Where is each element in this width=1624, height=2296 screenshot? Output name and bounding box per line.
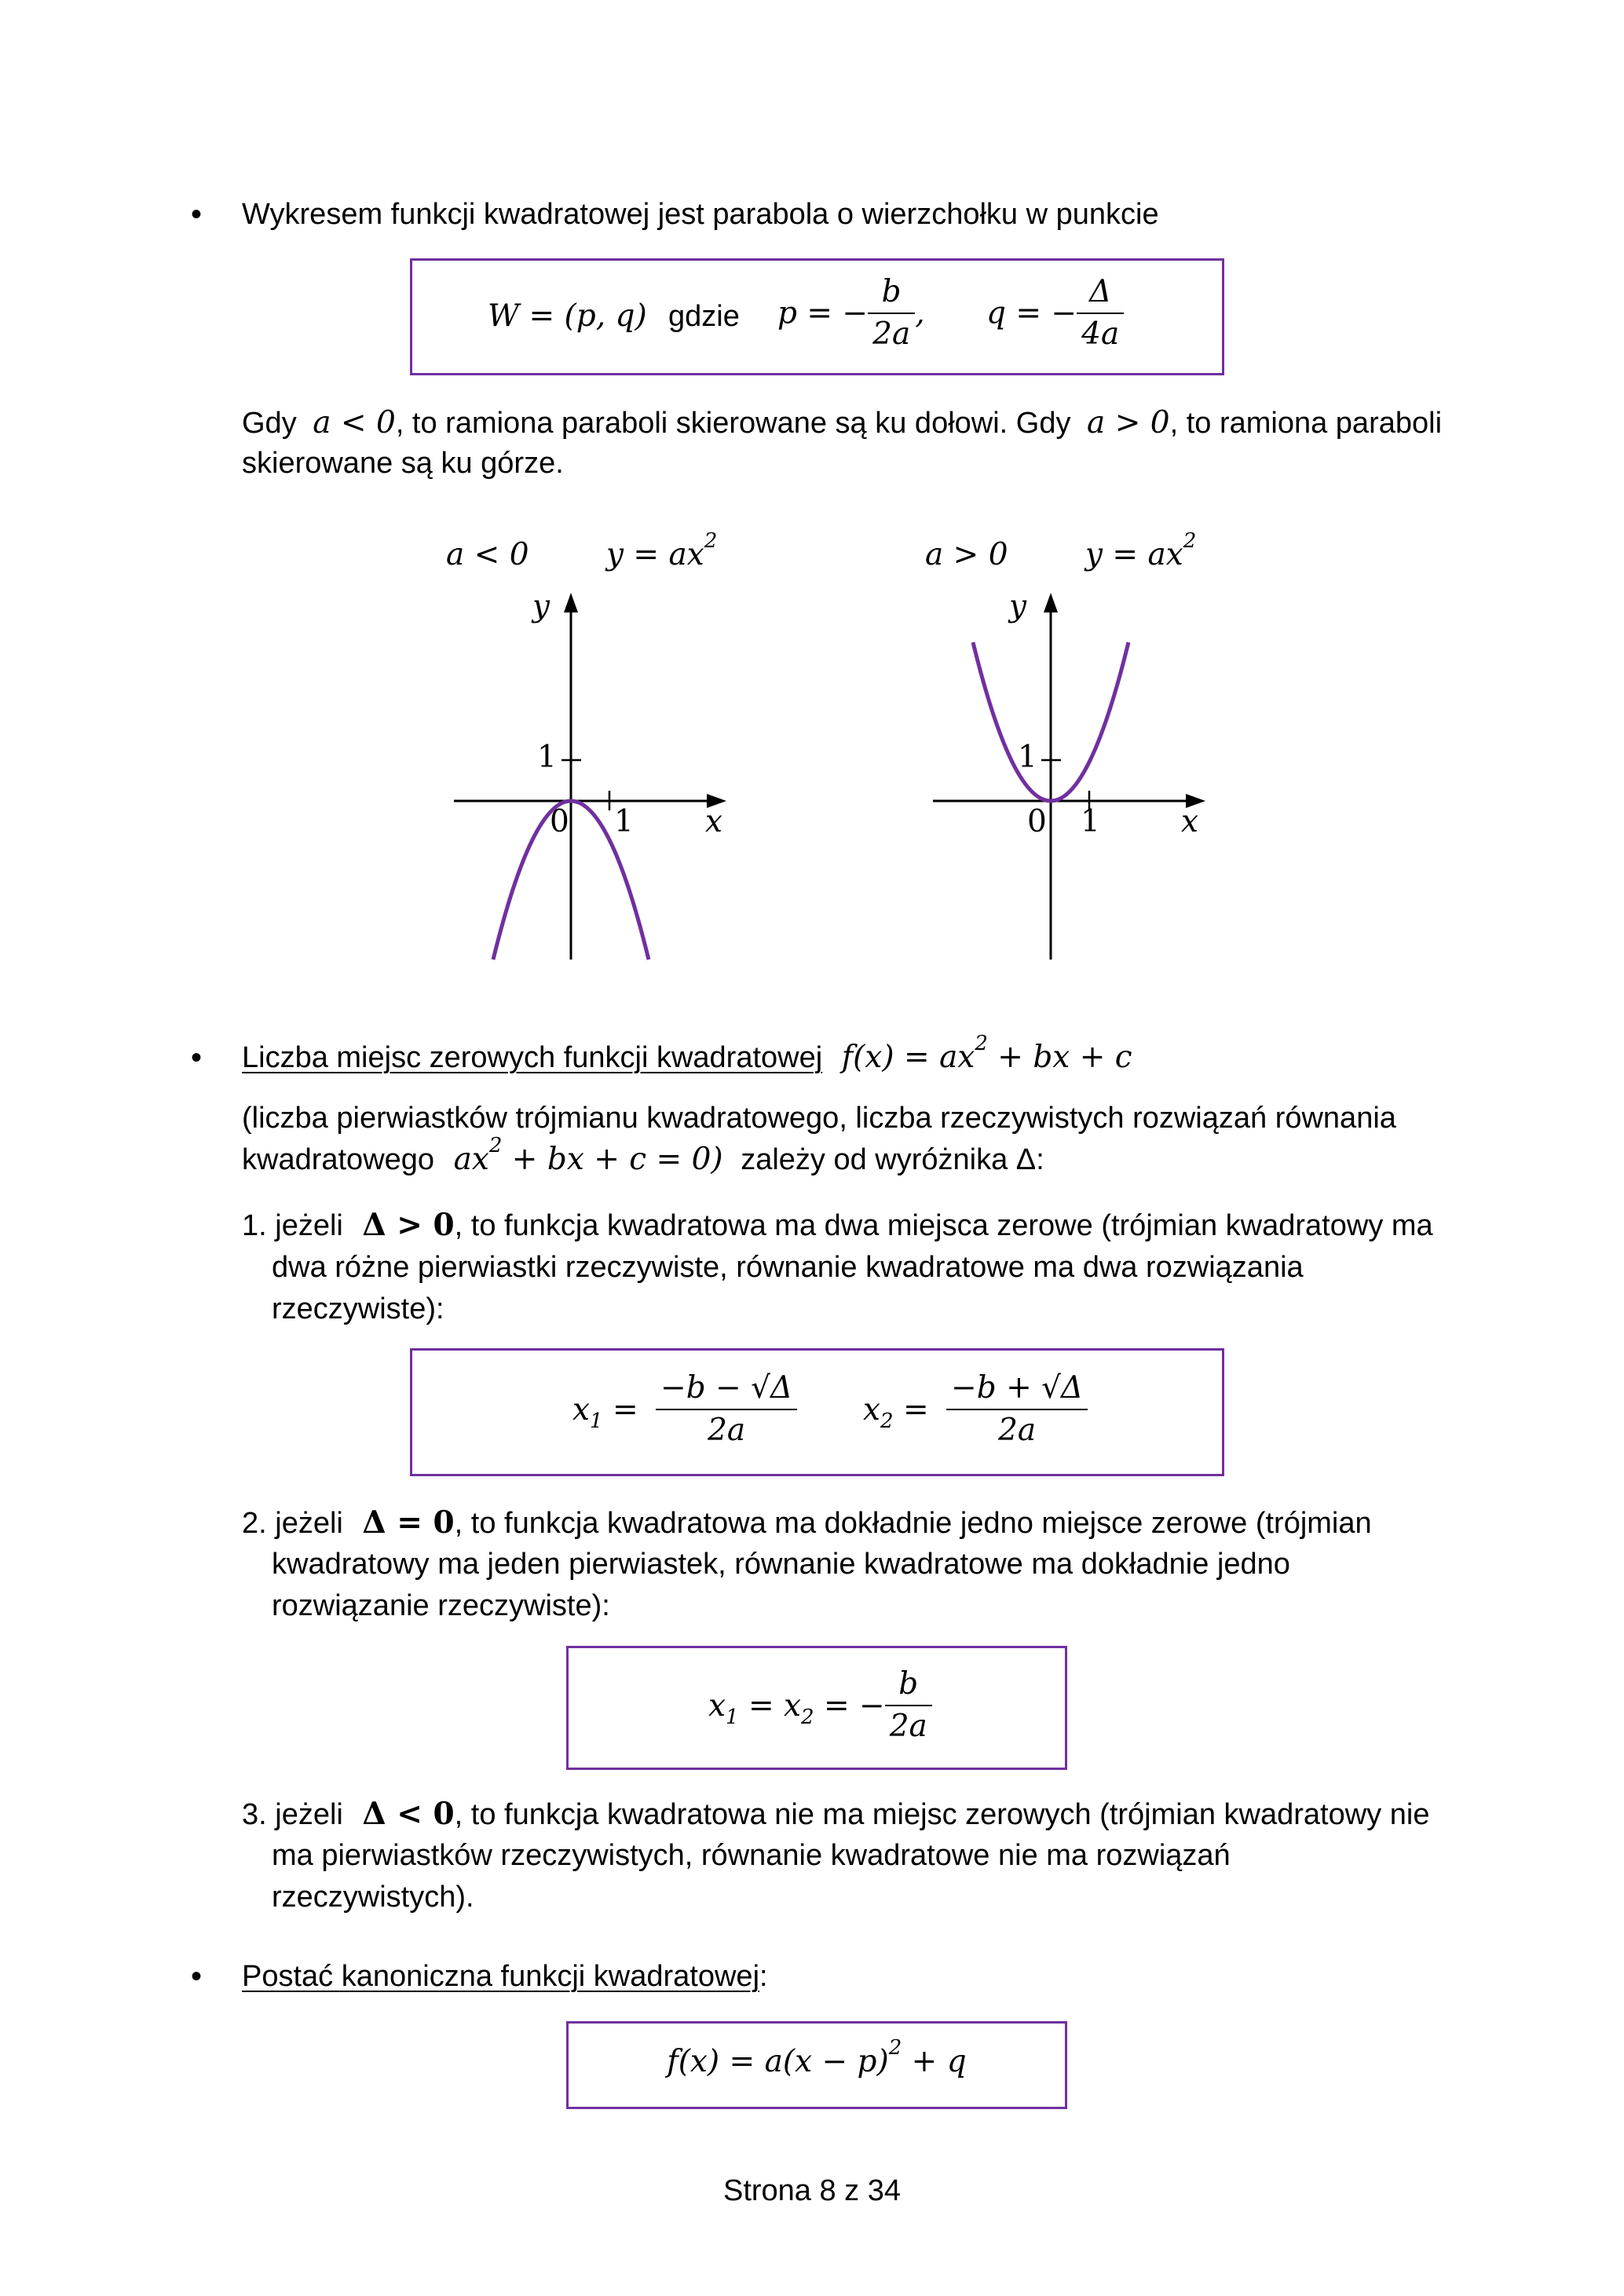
right-x-label: x	[1181, 804, 1198, 839]
left-one-y: 1	[537, 740, 557, 775]
quadratic-formula: $f(x) = ax^2$ + bx + c	[841, 1032, 1132, 1075]
one-root-formula-box	[566, 1646, 1067, 1770]
direction-paragraph-line2: skierowane są ku górze.	[242, 447, 564, 480]
left-zero: 0	[550, 804, 569, 839]
zeros-desc-line1: (liczba pierwiastków trójmianu kwadratowego, liczba rzeczywistych rozwiązań równania	[242, 1102, 1396, 1135]
x2-formula: $x_2$ = $\frac{-b + √\Delta}{2a}$	[863, 1368, 1088, 1451]
bullet-marker: •	[191, 1040, 203, 1075]
right-y-arrow	[1044, 593, 1058, 612]
case3-line1: 3. jeżeli Δ < 0, to funkcja kwadratowa nie ma miejsc zerowych (trójmian kwadratowy nie	[242, 1796, 1430, 1832]
case2-line1: 2. jeżeli Δ = 0, to funkcja kwadratowa ma dokładnie jedno miejsce zerowe (trójmian	[242, 1504, 1372, 1541]
case2-line2: kwadratowy ma jeden pierwiastek, równanie kwadratowe ma dokładnie jedno	[272, 1548, 1290, 1581]
case2-line3: rozwiązanie rzeczywiste):	[272, 1589, 610, 1622]
canonical-formula-box	[566, 2021, 1067, 2109]
left-y-label: y	[532, 589, 550, 624]
left-one-x: 1	[614, 804, 634, 839]
right-zero: 0	[1027, 804, 1047, 839]
right-one-y: 1	[1018, 740, 1037, 775]
parabola-graphs	[0, 0, 1624, 982]
left-graph-equation: $y = ax^2$	[606, 529, 718, 572]
right-one-x: 1	[1081, 804, 1100, 839]
double-root-formula: $x_1 = x_2$ = − $\frac{b}{2a}$	[708, 1664, 932, 1747]
q-fraction: $\frac{\Delta}{4a}$	[1077, 272, 1124, 355]
case1-line1: 1. jeżeli Δ > 0, to funkcja kwadratowa ma dwa miejsca zerowe (trójmian kwadratowy ma	[242, 1207, 1433, 1243]
vertex-p: p = − $\frac{b}{2a}$ ,	[777, 272, 925, 355]
right-y-label: y	[1009, 589, 1027, 624]
case1-line3: rzeczywiste):	[272, 1292, 444, 1325]
left-y-arrow	[564, 593, 578, 612]
x1-formula: $x_1$ = $\frac{-b - √\Delta}{2a}$	[572, 1368, 797, 1451]
zeros-heading: Liczba miejsc zerowych funkcji kwadratowej $f(x) = ax^2$ + bx + c	[242, 1032, 1132, 1075]
left-graph-condition: a < 0	[446, 537, 529, 572]
page-number-footer: Strona 8 z 34	[722, 2174, 902, 2207]
case3-line3: rzeczywistych).	[272, 1881, 474, 1914]
zeros-desc-line2: kwadratowego $ax^2$ + bx + c = 0) zależy od wyróżnika Δ:	[242, 1134, 1044, 1177]
direction-paragraph-line1: Gdy a < 0, to ramiona paraboli skierowane są ku dołowi. Gdy a > 0, to ramiona paraboli	[242, 405, 1443, 441]
right-graph-equation: $y = ax^2$	[1085, 529, 1197, 572]
p-fraction: $\frac{b}{2a}$	[868, 272, 915, 355]
canonical-heading: Postać kanoniczna funkcji kwadratowej:	[242, 1960, 768, 1993]
vertex-intro-text: Wykresem funkcji kwadratowej jest parabola o wierzchołku w punkcie	[242, 198, 1159, 231]
vertex-q: q = − $\frac{\Delta}{4a}$	[986, 272, 1124, 355]
right-graph-condition: a > 0	[925, 537, 1008, 572]
vertex-gdzie: gdzie	[668, 300, 740, 333]
canonical-formula: $f(x) = a(x - p)^2 + q$	[667, 2036, 967, 2079]
case1-line2: dwa różne pierwiastki rzeczywiste, równanie kwadratowe ma dwa rozwiązania	[272, 1251, 1304, 1284]
case3-line2: ma pierwiastków rzeczywistych, równanie kwadratowe nie ma rozwiązań	[272, 1839, 1231, 1872]
bullet-marker: •	[191, 1959, 203, 1994]
bullet-marker: •	[191, 197, 203, 232]
two-roots-formula-box	[410, 1348, 1224, 1476]
left-x-label: x	[705, 804, 722, 839]
vertex-w: W = (p, q)	[488, 298, 647, 334]
